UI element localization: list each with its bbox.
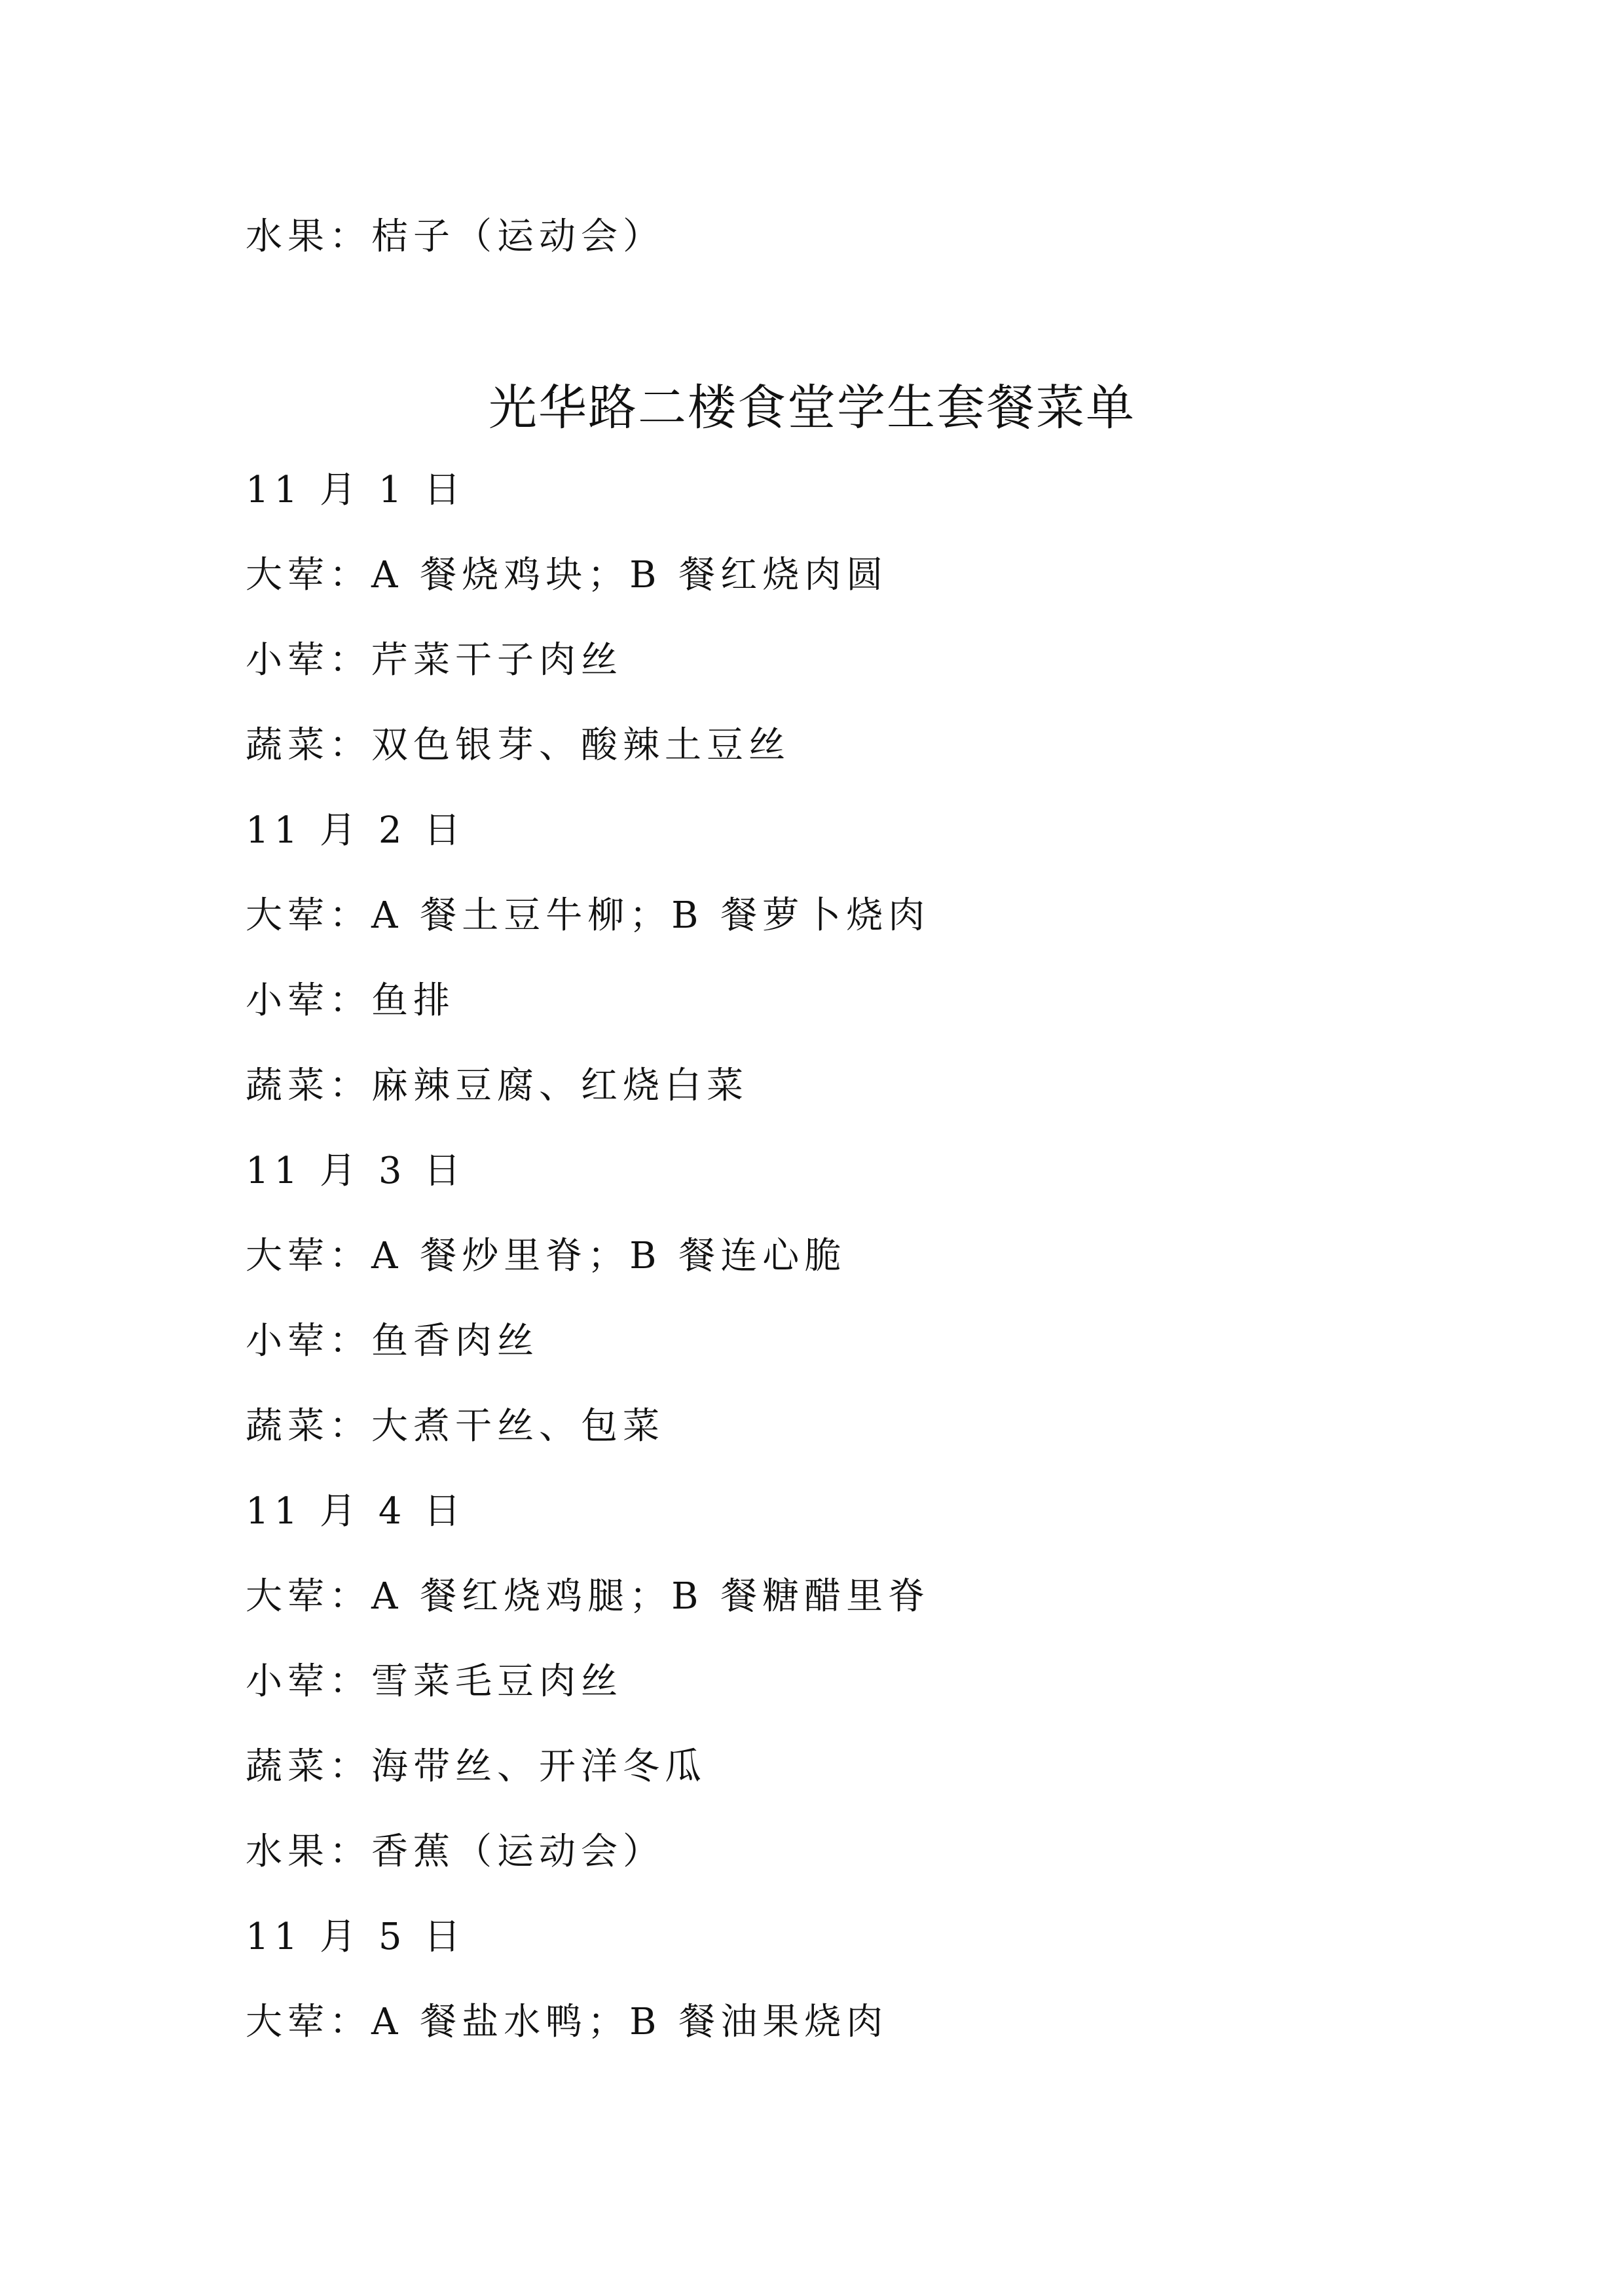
day-date: 11 月 2 日 <box>246 809 466 852</box>
fruit-line: 水果：香蕉（运动会） <box>246 1831 665 1873</box>
vegetable-line: 蔬菜：大煮干丝、包菜 <box>246 1405 665 1448</box>
day-date: 11 月 3 日 <box>246 1150 466 1192</box>
day-date: 11 月 4 日 <box>246 1490 466 1533</box>
main-dish-line: 大荤：A 餐盐水鸭；B 餐油果烧肉 <box>246 2001 889 2043</box>
main-dish-line: 大荤：A 餐土豆牛柳；B 餐萝卜烧肉 <box>246 894 931 937</box>
vegetable-line: 蔬菜：麻辣豆腐、红烧白菜 <box>246 1065 748 1107</box>
side-dish-line: 小荤：鱼排 <box>246 979 455 1022</box>
day-date: 11 月 5 日 <box>246 1916 466 1958</box>
side-dish-line: 小荤：芹菜干子肉丝 <box>246 639 623 682</box>
vegetable-line: 蔬菜：双色银芽、酸辣土豆丝 <box>246 724 790 767</box>
main-dish-line: 大荤：A 餐烧鸡块；B 餐红烧肉圆 <box>246 554 889 596</box>
main-dish-line: 大荤：A 餐红烧鸡腿；B 餐糖醋里脊 <box>246 1575 931 1618</box>
day-date: 11 月 1 日 <box>246 469 466 511</box>
side-dish-line: 小荤：鱼香肉丝 <box>246 1320 539 1362</box>
side-dish-line: 小荤：雪菜毛豆肉丝 <box>246 1660 623 1703</box>
main-dish-line: 大荤：A 餐炒里脊；B 餐连心脆 <box>246 1235 847 1277</box>
fruit-line-intro: 水果：桔子（运动会） <box>246 215 665 258</box>
vegetable-line: 蔬菜：海带丝、开洋冬瓜 <box>246 1745 707 1788</box>
page-title: 光华路二楼食堂学生套餐菜单 <box>489 380 1135 436</box>
